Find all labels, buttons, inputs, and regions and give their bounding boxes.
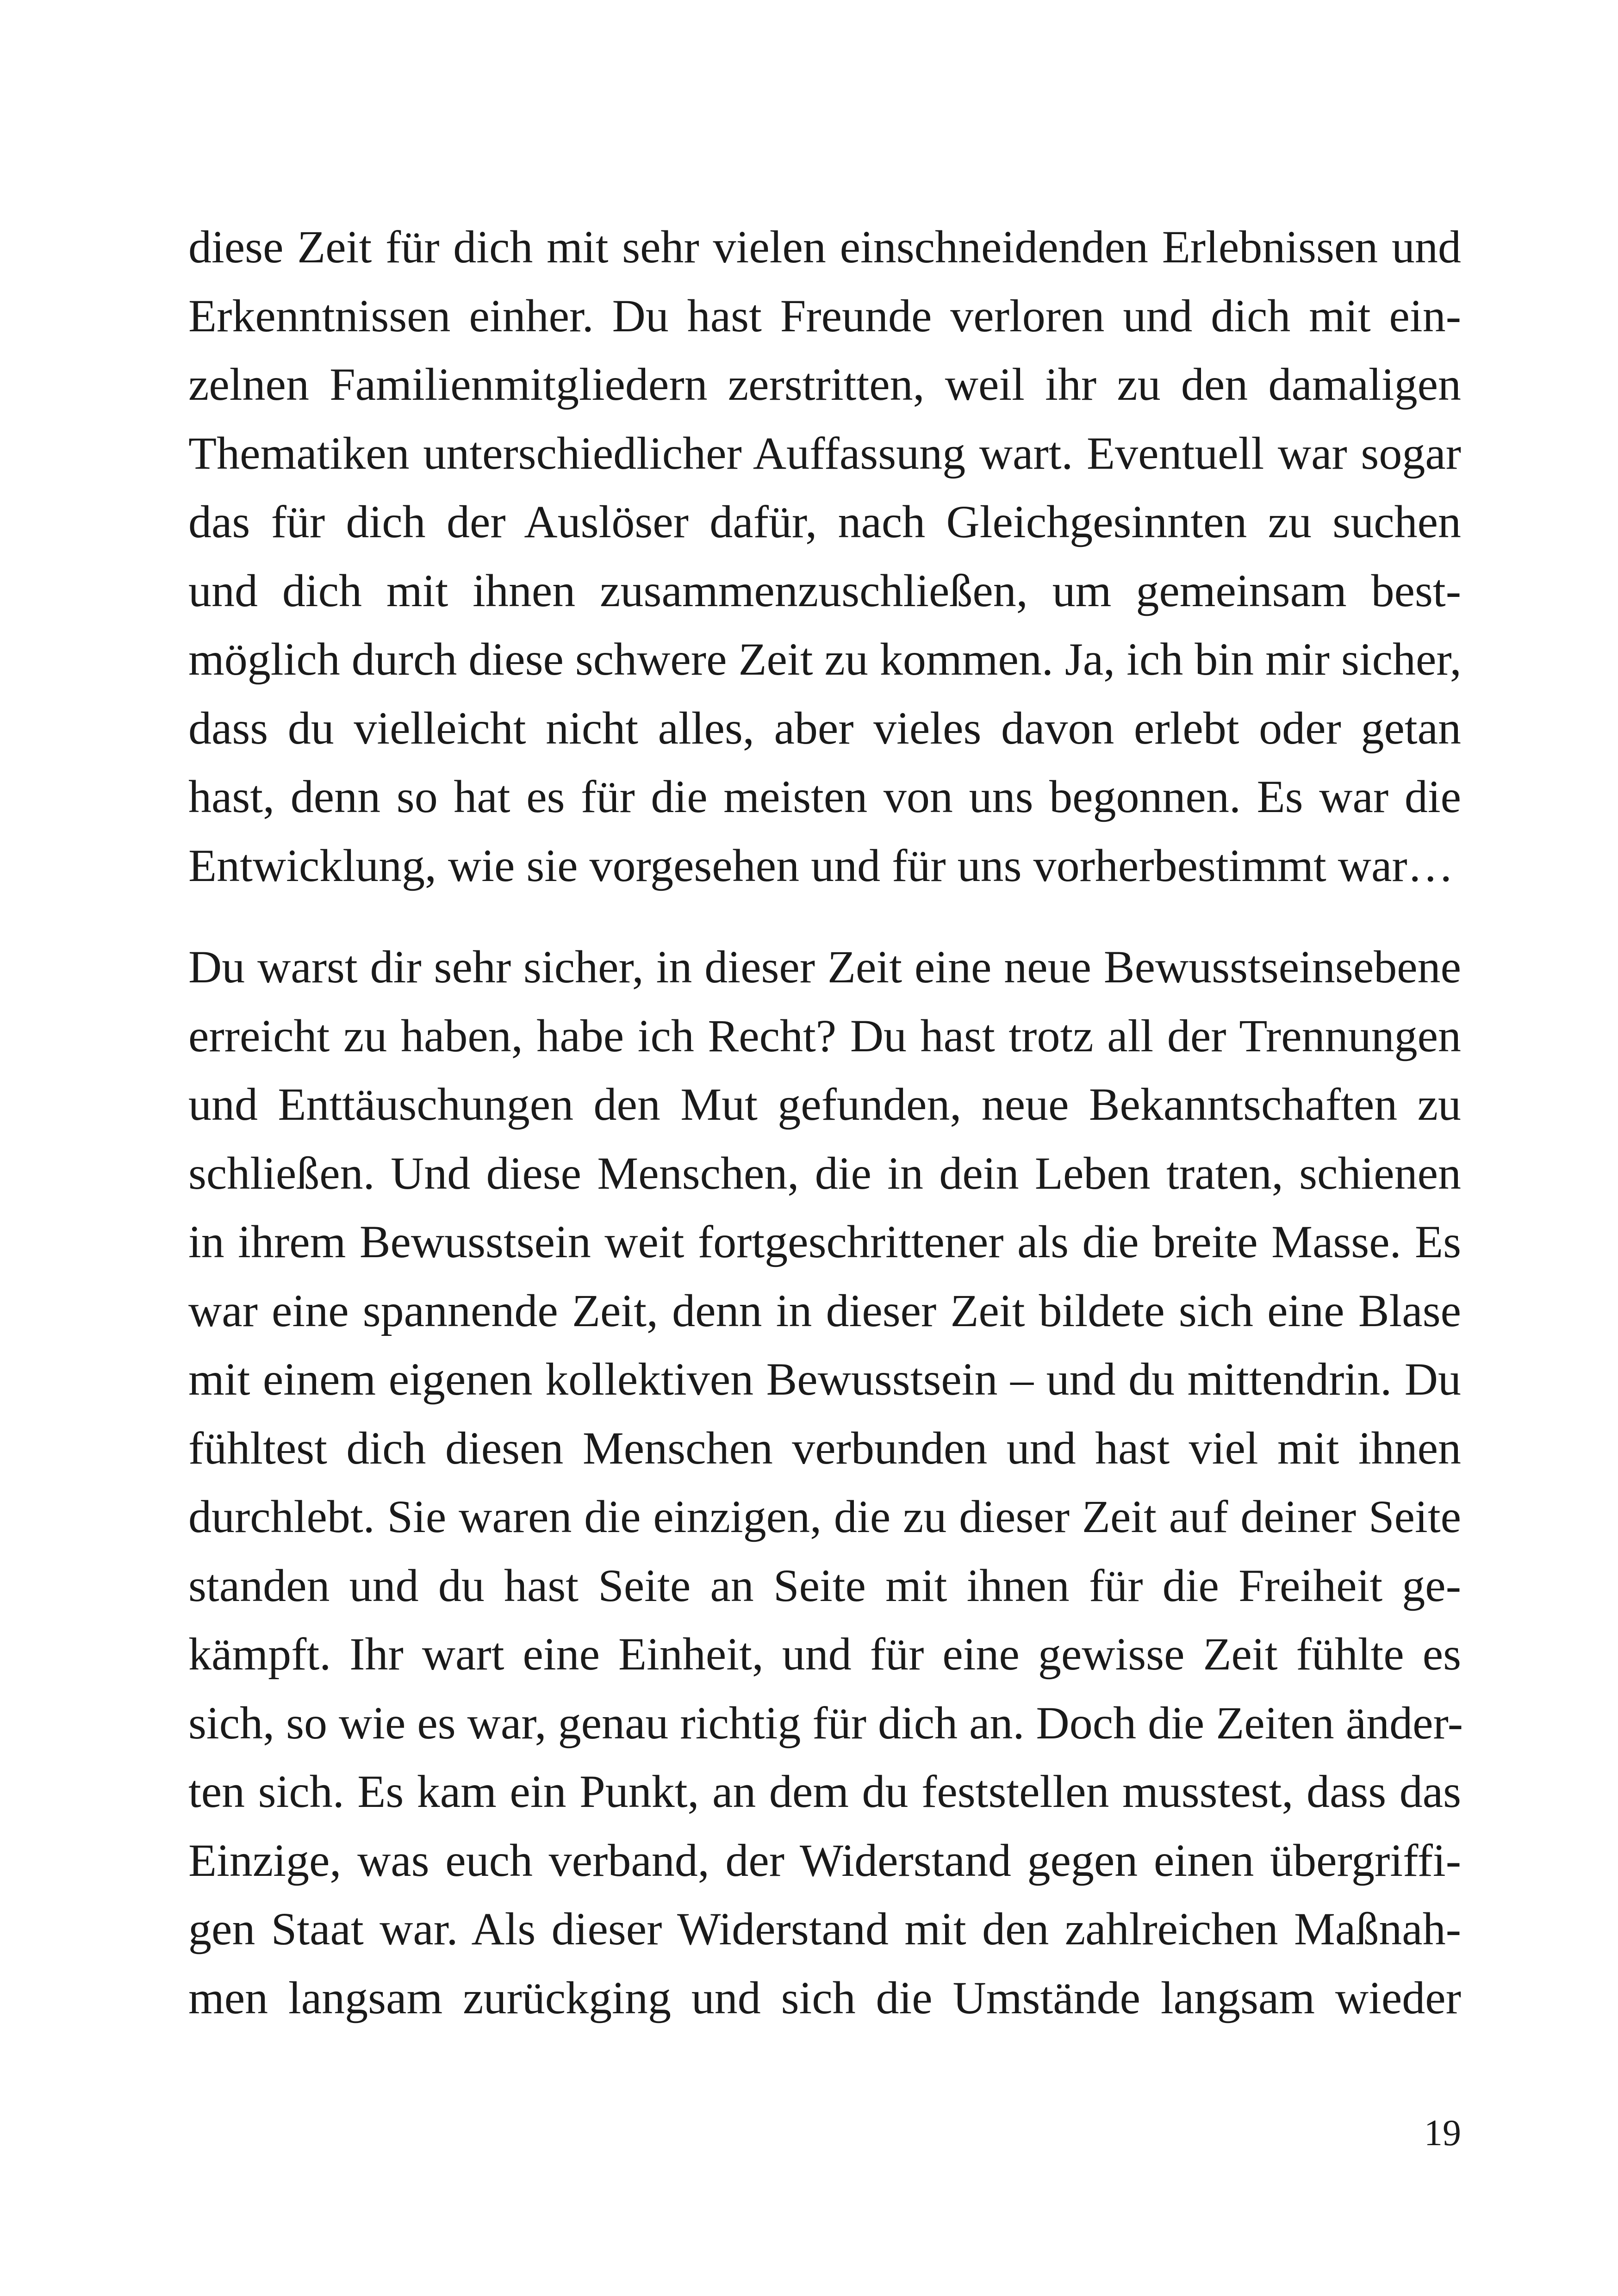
text-line: men langsam zurückging und sich die Umstände langsam wieder	[188, 1972, 1461, 2023]
text-line: fühltest dich diesen Menschen verbunden und hast viel mit ihnen	[188, 1422, 1461, 1474]
text-line: das für dich der Auslöser dafür, nach Gleichgesinnten zu suchen	[188, 496, 1461, 547]
text-line: ten sich. Es kam ein Punkt, an dem du feststellen musstest, dass das	[188, 1766, 1461, 1817]
text-line: in ihrem Bewusstsein weit fortgeschrittener als die breite Masse. Es	[188, 1216, 1461, 1267]
text-line: durchlebt. Sie waren die einzigen, die zu dieser Zeit auf deiner Seite	[188, 1491, 1461, 1542]
text-line: zelnen Familienmitgliedern zerstritten, weil ihr zu den damaligen	[188, 359, 1461, 410]
text-line: standen und du hast Seite an Seite mit ihnen für die Freiheit ge-	[188, 1559, 1461, 1611]
text-line: gen Staat war. Als dieser Widerstand mit den zahlreichen Maßnah-	[188, 1903, 1461, 1955]
text-line: war eine spannende Zeit, denn in dieser Zeit bildete sich eine Blase	[188, 1285, 1461, 1336]
text-line: Thematiken unterschiedlicher Auffassung wart. Eventuell war sogar	[188, 427, 1461, 479]
text-line: erreicht zu haben, habe ich Recht? Du hast trotz all der Trennungen	[188, 1010, 1461, 1061]
text-line: schließen. Und diese Menschen, die in dein Leben traten, schienen	[188, 1147, 1461, 1199]
page-number: 19	[1424, 2113, 1461, 2153]
text-line: diese Zeit für dich mit sehr vielen einschneidenden Erlebnissen und	[188, 221, 1461, 273]
text-line: Entwicklung, wie sie vorgesehen und für uns vorherbestimmt war…	[188, 839, 1454, 891]
text-line: mit einem eigenen kollektiven Bewusstsein – und du mittendrin. Du	[188, 1353, 1461, 1405]
text-line: Einzige, was euch verband, der Widerstand gegen einen übergriffi-	[188, 1834, 1461, 1886]
text-line: dass du vielleicht nicht alles, aber vieles davon erlebt oder getan	[188, 702, 1461, 754]
text-line: und dich mit ihnen zusammenzuschließen, um gemeinsam best-	[188, 565, 1461, 616]
text-line: kämpft. Ihr wart eine Einheit, und für eine gewisse Zeit fühlte es	[188, 1628, 1461, 1680]
text-line: möglich durch diese schwere Zeit zu kommen. Ja, ich bin mir sicher,	[188, 633, 1462, 685]
text-line: und Enttäuschungen den Mut gefunden, neue Bekanntschaften zu	[188, 1079, 1461, 1130]
text-line: Erkenntnissen einher. Du hast Freunde verloren und dich mit ein-	[188, 290, 1461, 341]
text-line: hast, denn so hat es für die meisten von uns begonnen. Es war die	[188, 771, 1461, 822]
text-line: Du warst dir sehr sicher, in dieser Zeit eine neue Bewusstseinsebene	[188, 941, 1461, 993]
paragraph	[188, 933, 1461, 2032]
body-text	[188, 213, 1461, 2065]
paragraph	[188, 213, 1461, 900]
text-line: sich, so wie es war, genau richtig für dich an. Doch die Zeiten änder-	[188, 1697, 1463, 1749]
